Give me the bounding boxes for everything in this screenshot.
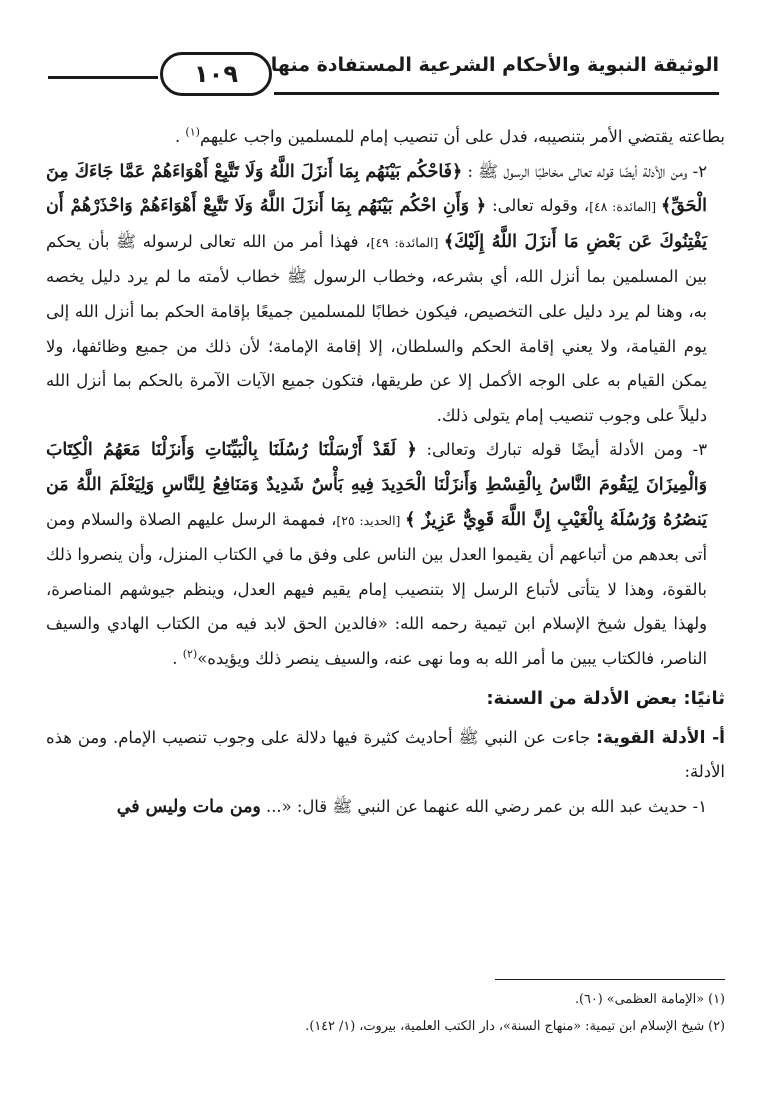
footnote-1: (١) «الإمامة العظمى» (٦٠). — [574, 992, 725, 1007]
paragraph-4 — [46, 721, 725, 790]
paragraph-2-mid: ، وقوله تعالى: — [486, 196, 590, 216]
quran-verse-1: ﴿فَاحْكُم بَيْنَهُم بِمَا أَنزَلَ اللَّهُ وَلَا تَتَّبِعْ أَهْوَاءَهُمْ عَمَّا جَاءَكَ مِنَ الْحَقِّ﴾ — [46, 161, 707, 217]
paragraph-1-end: . — [175, 127, 186, 146]
verse-ref-3: [الحديد: ٢٥] — [336, 512, 406, 528]
paragraph-2-rest: ، فهذا أمر من الله تعالى لرسوله ﷺ بأن يحكم بين المسلمين بما أنزل الله، أي بشرعه، وخطاب الرسول ﷺ خطاب لأمته ما لم يرد دليل يخصه به، وهنا لم يرد دليل على التخصيص، فيكون خطابًا للمسلمين جميعًا بإقامة الحكم بما أنزل الله إلى يوم القيامة، ولا يعني إقامة الحكم والسلطان، إلا إقامة الإمامة؛ لأن ذلك من جميع وظائفها، ولا يمكن القيام به على الوجه الأكمل إلا عن طريقها، فتكون جميع الآيات الآمرة بالحكم بما أنزل الله دليلاً على وجوب تنصيب إمام يتولى ذلك. — [46, 231, 707, 425]
quran-verse-2: ﴿ وَأَنِ احْكُم بَيْنَهُم بِمَا أَنزَلَ اللَّهُ وَلَا تَتَّبِعْ أَهْوَاءَهُمْ وَاحْذَرْهُمْ أَن يَفْتِنُوكَ عَن بَعْضِ مَا أَنزَلَ اللَّهُ إِلَيْكَ﴾ — [46, 196, 707, 252]
paragraph-5 — [46, 790, 725, 825]
hadith-quote: ومن مات وليس في — [116, 796, 261, 817]
section-heading: ثانيًا: بعض الأدلة من السنة: — [486, 687, 725, 709]
footnote-ref-2: (٢) — [182, 647, 198, 661]
footnote-separator — [495, 979, 725, 980]
footnote-2: (٢) شيخ الإسلام ابن تيمية: «منهاج السنة»، دار الكتب العلمية، بيروت، (١/ ١٤٢). — [305, 1019, 725, 1034]
paragraph-3-end: . — [172, 648, 183, 668]
footnote-ref-1: (١) — [185, 125, 200, 139]
page-number: ١٠٩ — [160, 52, 272, 96]
running-header — [48, 48, 719, 108]
verse-ref-1: [المائدة: ٤٨] — [589, 199, 661, 215]
main-text — [46, 120, 725, 824]
paragraph-3-intro: ٣- ومن الأدلة أيضًا قوله تبارك وتعالى: — [416, 440, 707, 460]
header-rule-left — [48, 76, 158, 79]
paragraph-1 — [46, 120, 725, 155]
paragraph-3 — [46, 433, 725, 676]
verse-ref-2: [المائدة: ٤٩] — [370, 234, 444, 250]
paragraph-2 — [46, 155, 725, 434]
running-title: الوثيقة النبوية والأحكام الشرعية المستفادة منها — [270, 54, 719, 76]
paragraph-1-text: بطاعته يقتضي الأمر بتنصيبه، فدل على أن تنصيب إمام للمسلمين واجب عليهم — [199, 127, 725, 146]
quran-verse-3: ﴿ لَقَدْ أَرْسَلْنَا رُسُلَنَا بِالْبَيِّنَاتِ وَأَنزَلْنَا مَعَهُمُ الْكِتَابَ وَالْمِيزَانَ لِيَقُومَ النَّاسُ بِالْقِسْطِ وَأَنزَلْنَا الْحَدِيدَ فِيهِ بَأْسٌ شَدِيدٌ وَمَنَافِعُ لِلنَّاسِ وَلِيَعْلَمَ اللَّهُ مَن يَنصُرُهُ وَرُسُلَهُ بِالْغَيْبِ إِنَّ اللَّهَ قَوِيٌّ عَزِيزٌ ﴾ — [46, 440, 707, 530]
subheading-label: أ- الأدلة القوية: — [596, 727, 726, 748]
paragraph-4-text: جاءت عن النبي ﷺ أحاديث كثيرة فيها دلالة على وجوب تنصيب الإمام. ومن هذه الأدلة: — [46, 727, 725, 782]
paragraph-5-text: ١- حديث عبد الله بن عمر رضي الله عنهما عن النبي ﷺ قال: «... — [260, 796, 707, 816]
footnotes — [46, 986, 725, 1040]
paragraph-2-intro: ٢- ومن الأدلة أيضًا قوله تعالى مخاطبًا الرسول ﷺ : — [462, 161, 707, 181]
header-rule-right — [274, 92, 719, 95]
paragraph-3-rest: ، فمهمة الرسل عليهم الصلاة والسلام ومن أتى بعدهم من أتباعهم أن يقيموا العدل بين الناس على وفق ما في الكتاب المنزل، وأن ينصروا ذلك بالقوة، وهذا لا يتأتى لأتباع الرسل إلا بتنصيب إمام يقيم فيهم العدل، وينظم جيوشهم المناصرة، ولهذا يقول شيخ الإسلام ابن تيمية رحمه الله: «فالدين الحق لابد فيه من الكتاب الهادي والسيف الناصر، فالكتاب يبين ما أمر الله به وما نهى عنه، والسيف ينصر ذلك ويؤيده» — [46, 509, 707, 668]
